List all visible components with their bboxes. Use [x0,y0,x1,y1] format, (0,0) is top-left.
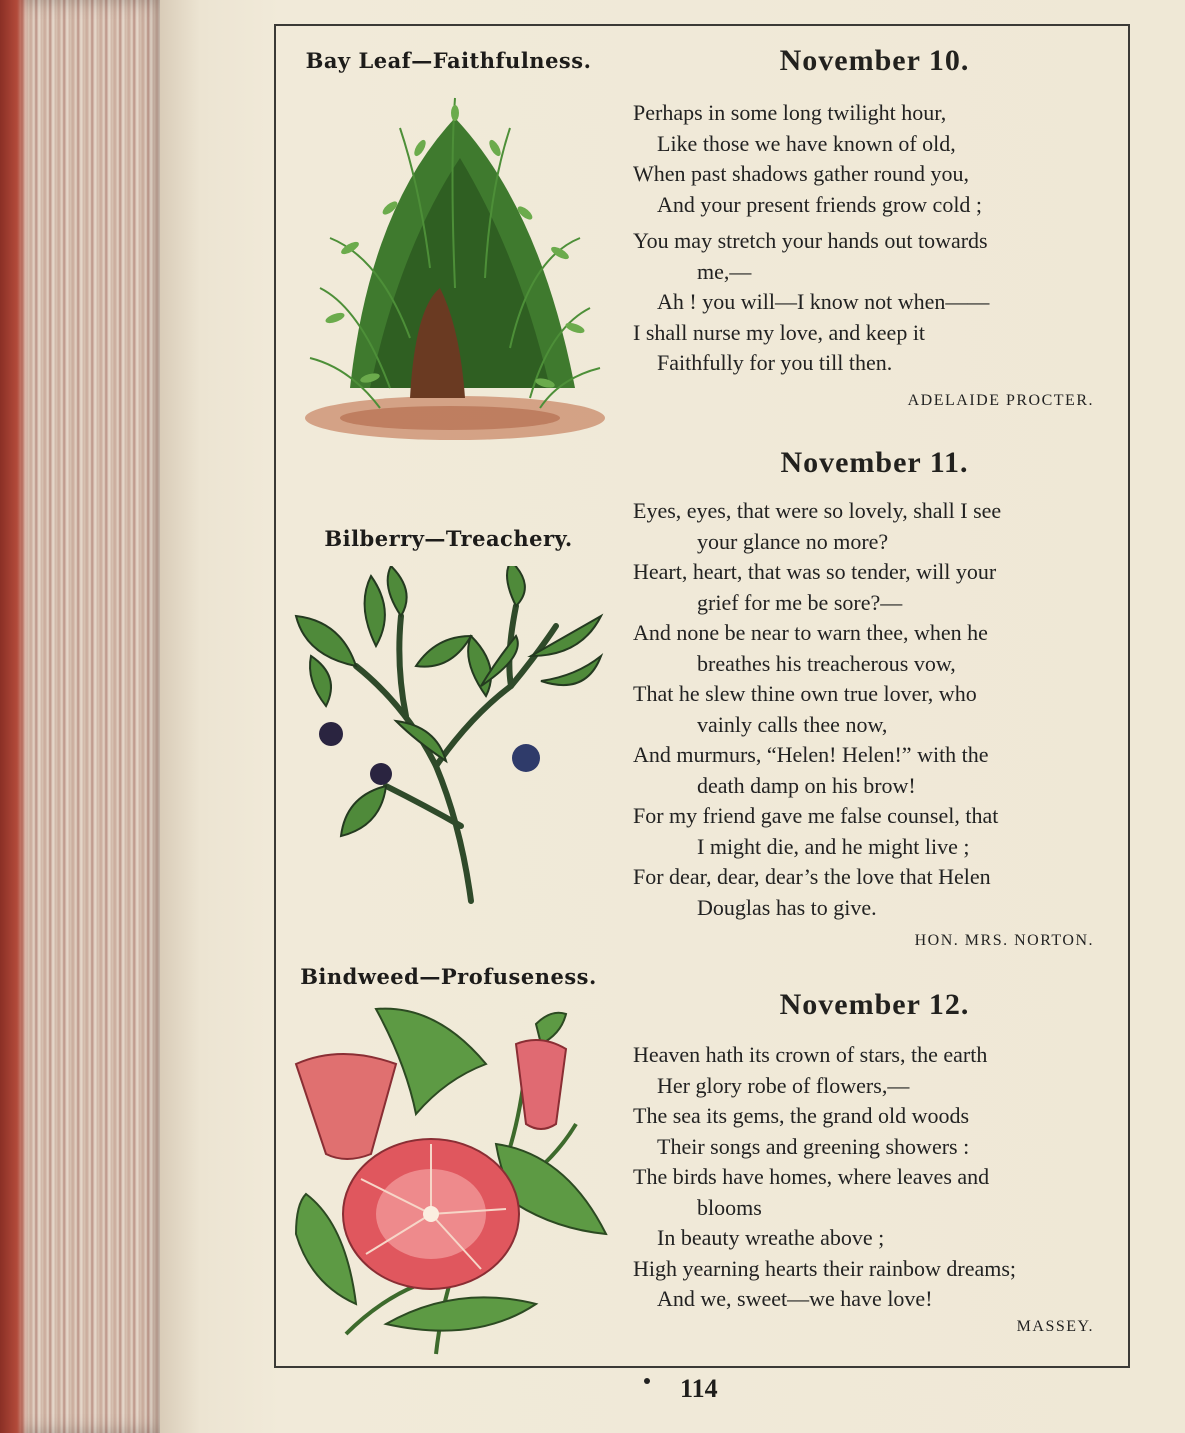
poem-line: Her glory robe of flowers,— [657,1072,910,1098]
poem-line: And we, sweet—we have love! [657,1286,933,1311]
poem-line: Douglas has to give. [697,894,877,920]
poem-line: Like those we have known of old, [657,130,956,156]
poem-line: I shall nurse my love, and keep it [633,319,926,345]
poem-line: me,— [697,258,752,284]
ink-dot [644,1378,650,1384]
poem-line: your glance no more? [697,528,889,554]
poem-line: And murmurs, “Helen! Helen!” with the [633,742,989,767]
poem-line: blooms [697,1194,762,1220]
bay-leaf-bush-icon [290,88,620,468]
poem-line: That he slew thine own true lover, who [633,681,977,706]
page-border-frame [274,24,1130,1368]
poem-text [633,1040,1113,1315]
poem-line: Faithfully for you till then. [657,350,893,375]
entry-date: November 10. [779,44,970,77]
plant-label-bay-leaf: Bay Leaf—Faithfulness. [305,48,592,73]
poem-line: And your present friends grow cold ; [657,191,983,217]
entry-date: November 11. [780,446,969,479]
poem-line: Eyes, eyes, that were so lovely, shall I see [633,498,1002,523]
entry-date: November 12. [779,988,970,1021]
poem-author: MASSEY. [1016,1318,1094,1335]
bindweed-flower-icon [286,1004,616,1364]
poem-author: ADELAIDE PROCTER. [907,392,1094,409]
poem-line: For dear, dear, dear’s the love that Helen [633,864,991,889]
poem-column [621,26,1128,1366]
page-number: 114 [680,1374,718,1403]
plant-label-bindweed: Bindweed—Profuseness. [300,964,597,989]
poem-line: death damp on his brow! [697,772,916,798]
poem-line: Heart, heart, that was so tender, will your [633,559,997,584]
poem-line: The birds have homes, where leaves and [633,1164,990,1189]
poem-line: grief for me be sore?— [697,589,903,615]
poem-line: For my friend gave me false counsel, that [633,803,999,828]
poem-line: The sea its gems, the grand old woods [633,1103,970,1128]
poem-line: Heaven hath its crown of stars, the earth [633,1042,988,1067]
plant-label-bilberry: Bilberry—Treachery. [324,526,573,551]
poem-line: When past shadows gather round you, [633,161,970,186]
poem-line: And none be near to warn thee, when he [633,620,988,645]
bilberry-branch-icon [286,566,616,906]
poem-line: Their songs and greening showers : [657,1133,970,1159]
book-page [160,0,1185,1433]
book-page-edges [0,0,170,1433]
poem-line: Ah ! you will—I know not when—— [657,289,990,314]
poem-line: High yearning hearts their rainbow dreams; [633,1255,1017,1281]
poem-line: You may stretch your hands out towards [633,228,988,253]
poem-text [633,496,1113,923]
poem-line: In beauty wreathe above ; [657,1225,885,1250]
poem-line: I might die, and he might live ; [697,833,970,859]
poem-text [633,98,1113,379]
poem-line: vainly calls thee now, [697,711,888,737]
poem-author: HON. MRS. NORTON. [914,932,1094,949]
poem-line: breathes his treacherous vow, [697,650,956,676]
poem-line: Perhaps in some long twilight hour, [633,100,947,125]
illustration-column [276,26,621,1366]
